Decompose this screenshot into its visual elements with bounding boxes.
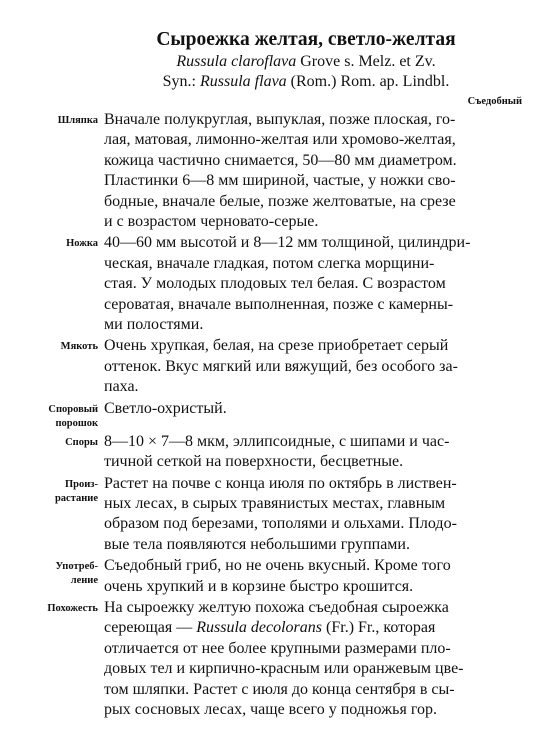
section-spore-powder-text — [104, 399, 522, 419]
section-habitat-label: Произ- растание — [54, 478, 98, 504]
text-line: лая, матовая, лимонно-желтая или хромово-желтая, — [104, 131, 456, 149]
section-habitat — [32, 474, 522, 556]
text-line: паха. — [104, 378, 139, 396]
section-stem-label: Ножка — [66, 238, 98, 250]
section-cap-label: Шляпка — [57, 115, 98, 126]
species-title: Сыроежка желтая, светло-желтая — [156, 29, 456, 50]
text-line: рых сосновых лесах, чаще всего у подножья гор. — [104, 700, 437, 718]
section-spores-label: Споры — [65, 436, 98, 448]
text-line: 8—10 × 7—8 мкм, эллипсоидные, с шипами и час- — [104, 432, 450, 450]
latin-name-line — [32, 52, 522, 72]
section-spores-text — [104, 432, 522, 473]
text-line: Растет на почве с конца июля по октябрь в листвен- — [104, 474, 457, 492]
text-line: Пластинки 6—8 мм шириной, частые, у ножки сво- — [104, 172, 456, 190]
synonym-author: (Rom.) Rom. ap. Lindbl. — [286, 73, 450, 90]
text-line: На сыроежку желтую похожа съедобная сыроежка — [104, 598, 449, 616]
section-flesh — [32, 336, 522, 397]
text-line: оттенок. Вкус мягкий или вяжущий, без особого за- — [104, 357, 458, 375]
section-flesh-label: Мякоть — [60, 341, 98, 353]
synonym-name: Russula flava — [200, 73, 287, 90]
latin-author: Grove s. Melz. et Zv. — [296, 53, 436, 70]
similar-species-name: Russula decolorans — [196, 619, 323, 637]
section-flesh-text — [104, 336, 522, 397]
text-line: сереющая — Russula decolorans (Fr.) Fr., которая — [104, 619, 436, 637]
section-spore-powder-label: Споровый порошок — [48, 403, 98, 429]
section-similarity-label: Похожесть — [47, 602, 98, 614]
synonym-line — [32, 72, 522, 92]
text-line: ми полостями. — [104, 316, 204, 334]
text-line: Светло-охристый. — [104, 399, 227, 417]
section-similarity-text — [104, 598, 522, 720]
latin-name: Russula claroflava — [176, 53, 297, 70]
text-line: Вначале полукруглая, выпуклая, позже плоская, го- — [104, 111, 456, 128]
text-line: отличается от нее более крупными размерами пло- — [104, 639, 451, 657]
section-use-text — [104, 556, 522, 597]
text-line: 40—60 мм высотой и 8—12 мм толщиной, цилиндри- — [104, 234, 471, 252]
text-line: сероватая, вначале выполненная, позже с камерны- — [104, 295, 454, 313]
text-line: бодные, вначале белые, позже желтоватые, на срезе — [104, 192, 456, 210]
section-spores — [32, 432, 522, 473]
text-line: ческая, вначале гладкая, потом слегка морщини- — [104, 254, 435, 272]
text-line: очень хрупкий и в корзине быстро крошится. — [104, 577, 414, 595]
section-stem — [32, 233, 522, 335]
section-similarity — [32, 598, 522, 720]
edibility-badge: Съедобный — [467, 96, 522, 107]
text-line: довых тел и кирпично-красным или оранжевым цве- — [104, 660, 464, 678]
text-line: и с возрастом черновато-серые. — [104, 213, 319, 231]
text-line: том шляпки. Растет с июля до конца сентября в сы- — [104, 680, 455, 698]
section-use — [32, 556, 522, 597]
section-habitat-text — [104, 474, 522, 556]
text-line: Очень хрупкая, белая, на срезе приобретает серый — [104, 337, 449, 355]
text-line: кожица частично снимается, 50—80 мм диаметром. — [104, 151, 457, 169]
section-use-label: Употреб- ление — [55, 561, 98, 587]
text-line: Съедобный гриб, но не очень вкусный. Кроме того — [104, 557, 451, 575]
synonym-prefix: Syn.: — [162, 73, 200, 90]
section-stem-text — [104, 233, 522, 335]
section-spore-powder — [32, 399, 522, 431]
section-cap — [32, 110, 522, 232]
text-line: стая. У молодых плодовых тел белая. С возрастом — [104, 275, 446, 293]
text-line: образом под березами, тополями и ольхами. Плодо- — [104, 515, 457, 533]
text-line: ных лесах, в сырых травянистых местах, главным — [104, 494, 446, 512]
text-line: вые тела появляются небольшими группами. — [104, 535, 410, 553]
text-line: тичной сеткой на поверхности, бесцветные. — [104, 453, 404, 471]
section-cap-text — [104, 110, 522, 232]
